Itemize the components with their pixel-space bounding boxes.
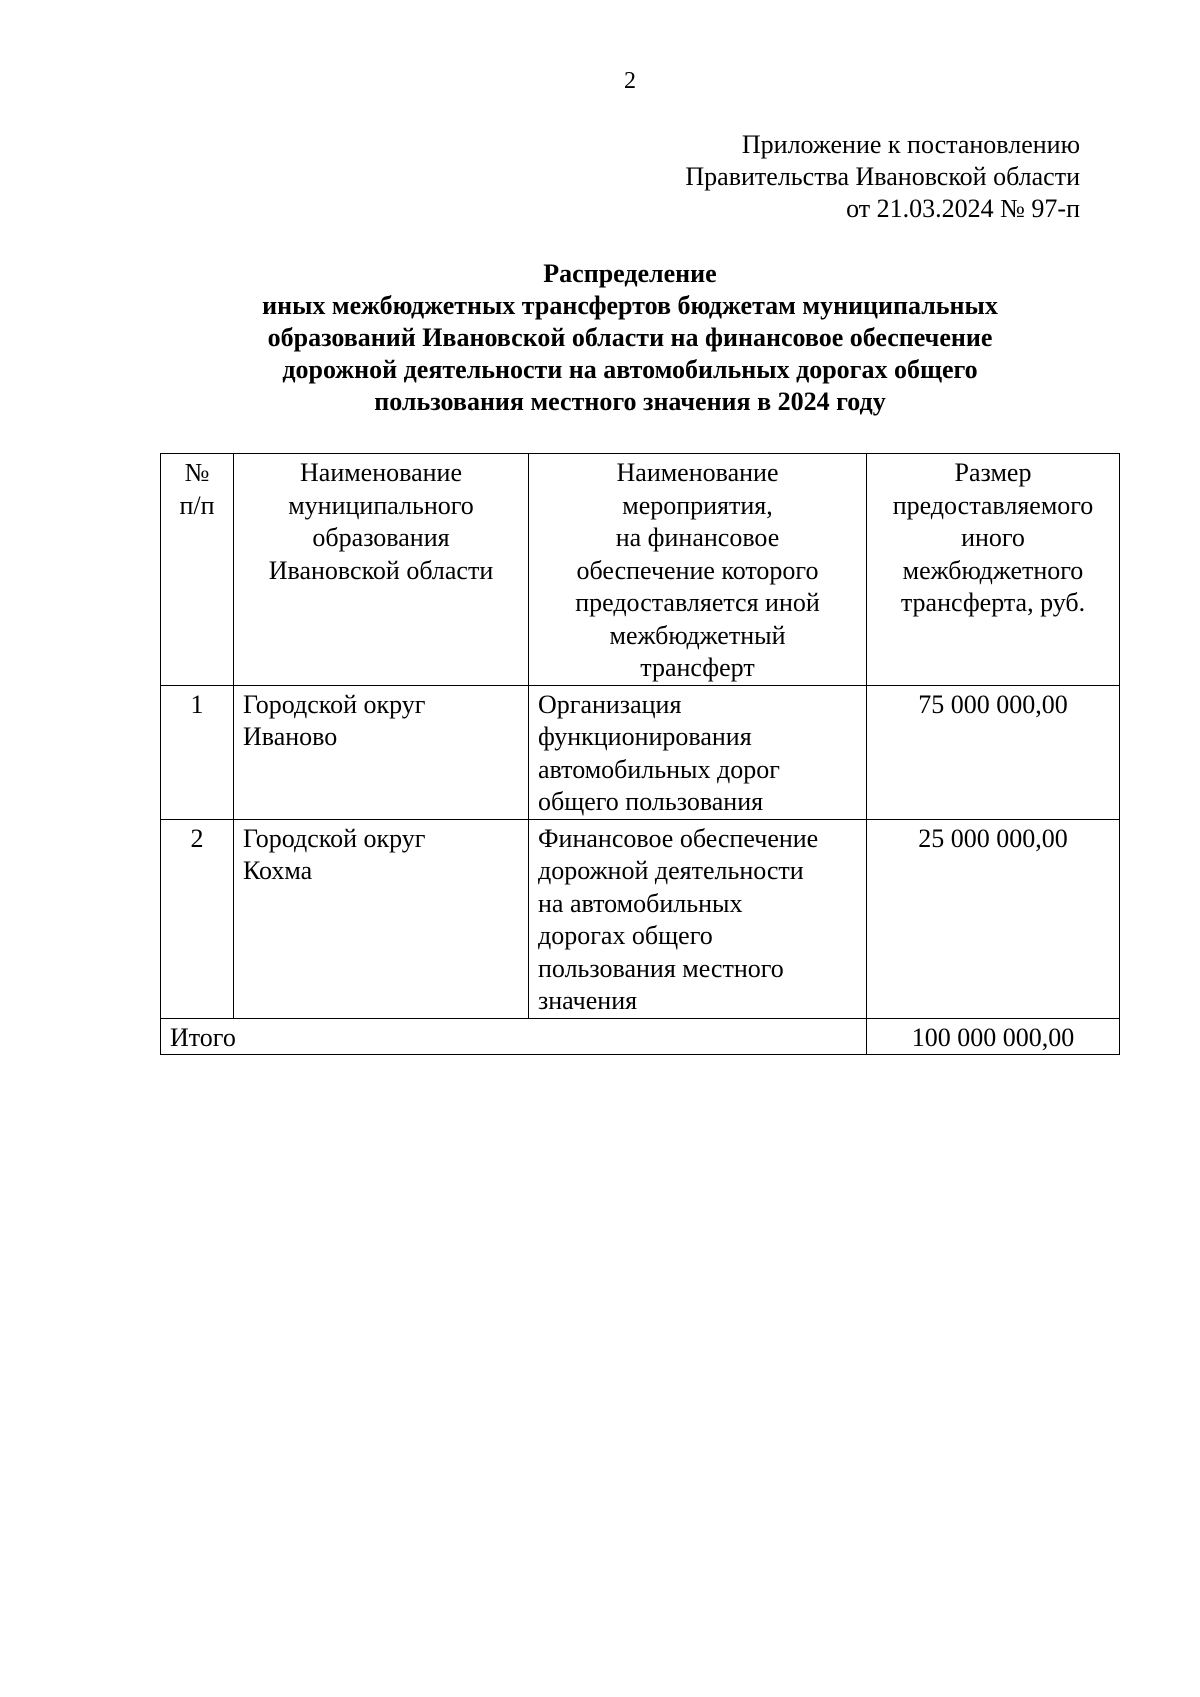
table-header-row — [161, 454, 1120, 686]
table-total-row — [161, 1018, 1120, 1055]
table-row — [161, 819, 1120, 1018]
appendix-line: Правительства Ивановской области — [685, 162, 1080, 191]
total-amount: 100 000 000,00 — [867, 1018, 1120, 1055]
appendix-reference — [685, 129, 1080, 225]
row-number: 2 — [161, 819, 234, 1018]
row-activity: Организация функционирования автомобильных дорог общего пользования — [529, 685, 867, 819]
header-activity: Наименование мероприятия, на финансовое обеспечение которого предоставляется иной межбюджетный трансферт — [529, 454, 867, 686]
title-line: иных межбюджетных трансфертов бюджетам муниципальных — [262, 291, 998, 320]
appendix-line: от 21.03.2024 № 97-п — [846, 194, 1080, 223]
appendix-line: Приложение к постановлению — [741, 130, 1080, 159]
header-municipality: Наименование муниципального образования Ивановской области — [234, 454, 529, 686]
page-number: 2 — [624, 68, 636, 94]
title-line: дорожной деятельности на автомобильных дорогах общего — [282, 355, 978, 384]
transfers-table — [160, 453, 1120, 1055]
document-title — [160, 258, 1100, 418]
row-activity: Финансовое обеспечение дорожной деятельности на автомобильных дорогах общего пользования местного значения — [529, 819, 867, 1018]
row-municipality: Городской округ Иваново — [234, 685, 529, 819]
table-row — [161, 685, 1120, 819]
title-line: пользования местного значения в 2024 году — [374, 387, 886, 416]
header-amount: Размер предоставляемого иного межбюджетного трансферта, руб. — [867, 454, 1120, 686]
title-line: образований Ивановской области на финансовое обеспечение — [267, 323, 993, 352]
row-number: 1 — [161, 685, 234, 819]
total-label: Итого — [161, 1018, 867, 1055]
row-amount: 25 000 000,00 — [867, 819, 1120, 1018]
header-num: № п/п — [161, 454, 234, 686]
title-line: Распределение — [543, 259, 717, 288]
row-municipality: Городской округ Кохма — [234, 819, 529, 1018]
row-amount: 75 000 000,00 — [867, 685, 1120, 819]
